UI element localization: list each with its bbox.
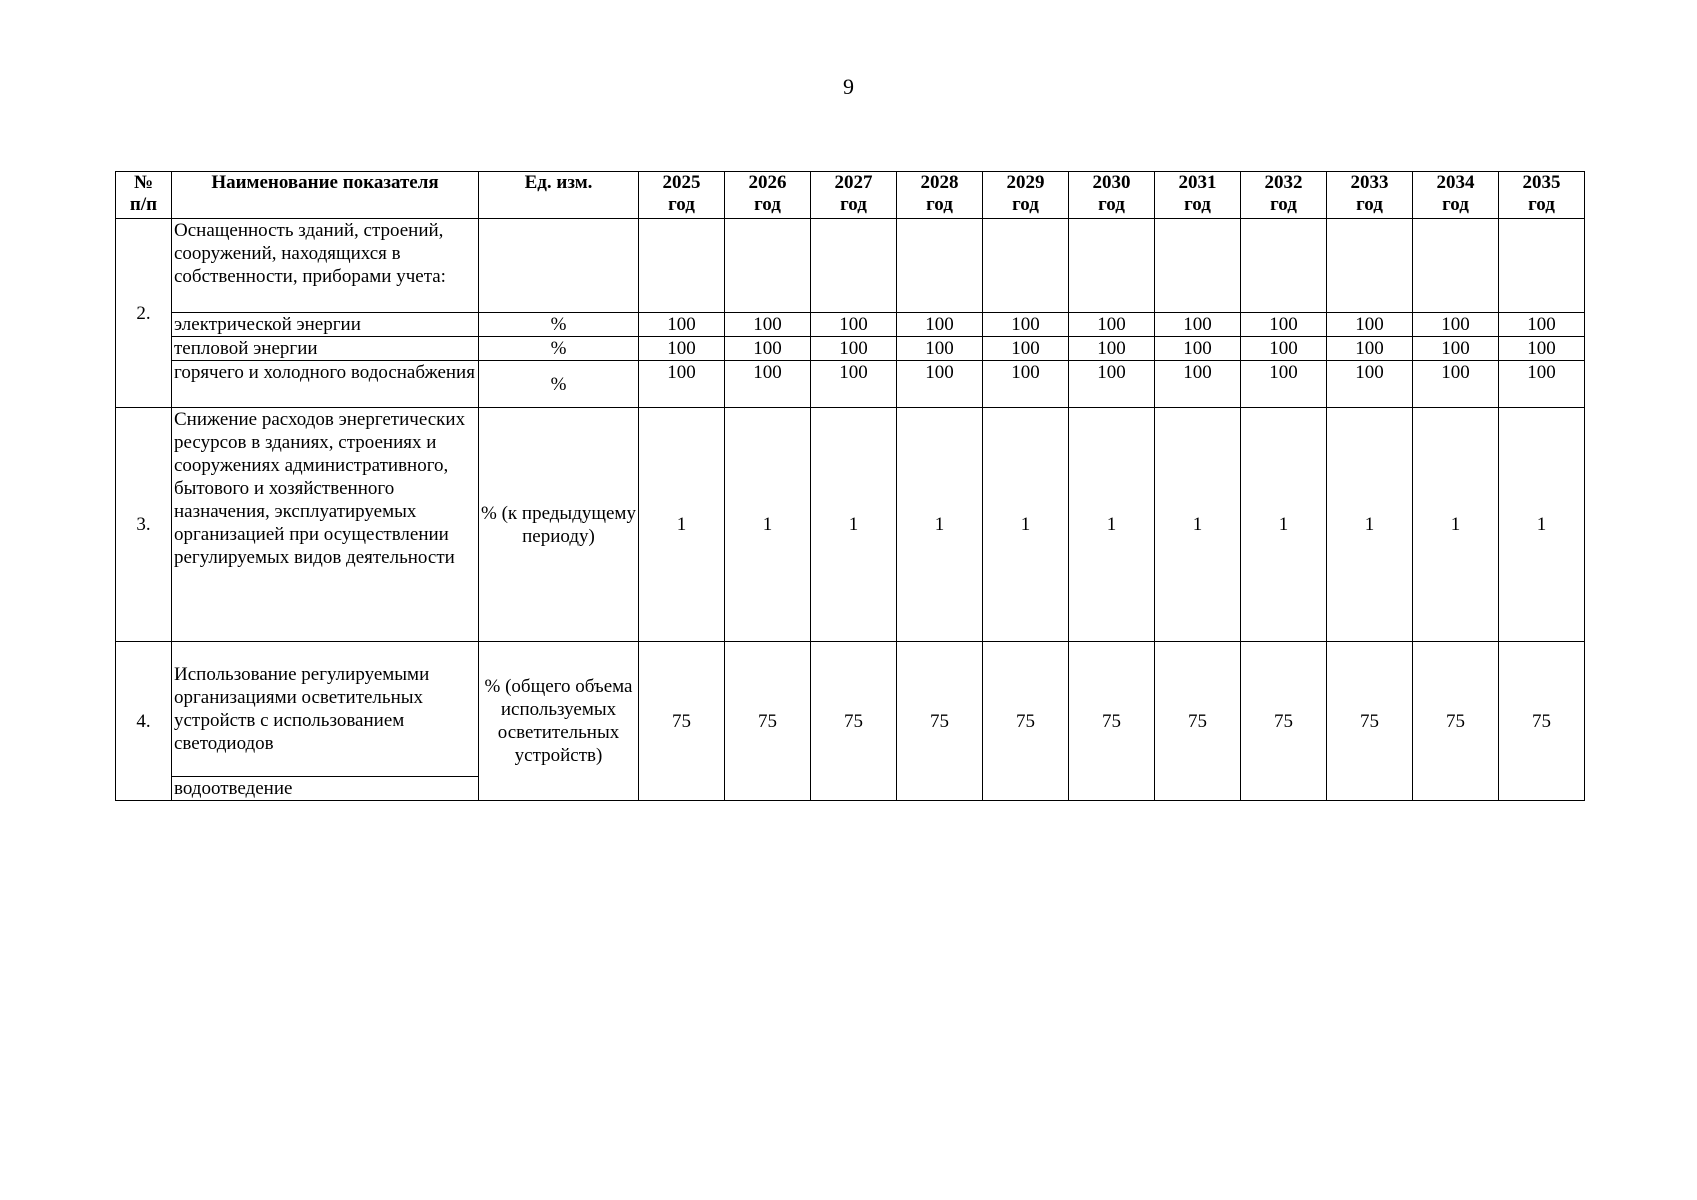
empty-cell (639, 219, 725, 313)
empty-cell (1327, 219, 1413, 313)
row-number: 3. (116, 408, 172, 642)
table-row (116, 313, 1585, 337)
value-cell: 100 (983, 313, 1069, 337)
indicator-name: тепловой энергии (172, 337, 479, 361)
value-cell: 75 (725, 642, 811, 801)
empty-cell (983, 219, 1069, 313)
value-cell: 100 (725, 361, 811, 408)
header-row (116, 172, 1585, 219)
empty-cell (1499, 219, 1585, 313)
value-cell: 75 (1413, 642, 1499, 801)
value-cell: 100 (639, 361, 725, 408)
header-unit: Ед. изм. (479, 172, 639, 219)
header-num: № п/п (116, 172, 172, 219)
value-cell: 100 (983, 337, 1069, 361)
value-cell: 75 (897, 642, 983, 801)
header-year: 2027 год (811, 172, 897, 219)
empty-cell (811, 219, 897, 313)
header-year: 2028 год (897, 172, 983, 219)
value-cell: 100 (725, 337, 811, 361)
value-cell: 100 (811, 337, 897, 361)
unit-cell: % (общего объема используемых осветительных устройств) (479, 642, 639, 801)
value-cell: 1 (983, 408, 1069, 642)
table-row (116, 408, 1585, 642)
value-cell: 100 (1327, 313, 1413, 337)
value-cell: 100 (1499, 361, 1585, 408)
value-cell: 1 (1241, 408, 1327, 642)
value-cell: 100 (1413, 337, 1499, 361)
table-row (116, 361, 1585, 408)
row-number: 4. (116, 642, 172, 801)
value-cell: 100 (639, 337, 725, 361)
value-cell: 100 (897, 361, 983, 408)
value-cell: 100 (1327, 361, 1413, 408)
value-cell: 100 (1327, 337, 1413, 361)
indicator-name: водоотведение (172, 777, 479, 801)
value-cell: 100 (1155, 337, 1241, 361)
value-cell: 1 (1155, 408, 1241, 642)
value-cell: 1 (1069, 408, 1155, 642)
table-row (116, 219, 1585, 313)
header-year: 2033 год (1327, 172, 1413, 219)
value-cell: 75 (1241, 642, 1327, 801)
value-cell: 100 (811, 313, 897, 337)
value-cell: 75 (811, 642, 897, 801)
value-cell: 75 (1069, 642, 1155, 801)
header-year: 2035 год (1499, 172, 1585, 219)
value-cell: 100 (1155, 361, 1241, 408)
value-cell: 100 (1155, 313, 1241, 337)
value-cell: 1 (811, 408, 897, 642)
value-cell: 100 (1241, 313, 1327, 337)
value-cell: 1 (897, 408, 983, 642)
value-cell: 1 (1327, 408, 1413, 642)
empty-cell (897, 219, 983, 313)
header-year: 2031 год (1155, 172, 1241, 219)
value-cell: 75 (1155, 642, 1241, 801)
unit-cell: % (479, 313, 639, 337)
value-cell: 1 (1413, 408, 1499, 642)
unit-cell: % (479, 361, 639, 408)
value-cell: 75 (639, 642, 725, 801)
header-name: Наименование показателя (172, 172, 479, 219)
table-row (116, 337, 1585, 361)
indicator-name: горячего и холодного водоснабжения (172, 361, 479, 408)
value-cell: 100 (1413, 361, 1499, 408)
header-year: 2026 год (725, 172, 811, 219)
table-row (116, 642, 1585, 777)
value-cell: 100 (897, 313, 983, 337)
value-cell: 100 (1069, 361, 1155, 408)
empty-cell (725, 219, 811, 313)
header-year: 2029 год (983, 172, 1069, 219)
value-cell: 100 (983, 361, 1069, 408)
value-cell: 100 (725, 313, 811, 337)
row-number: 2. (116, 219, 172, 408)
value-cell: 100 (1241, 361, 1327, 408)
value-cell: 75 (1327, 642, 1413, 801)
value-cell: 100 (811, 361, 897, 408)
page-number: 9 (843, 74, 854, 99)
value-cell: 100 (1499, 337, 1585, 361)
value-cell: 100 (1241, 337, 1327, 361)
empty-cell (479, 219, 639, 313)
indicator-name: Снижение расходов энергетических ресурсов в зданиях, строениях и сооружениях административного, бытового и хозяйственного назначения, эксплуатируемых организацией при осуществлении регулируемых видов деятельности (172, 408, 479, 642)
value-cell: 100 (1413, 313, 1499, 337)
header-year: 2034 год (1413, 172, 1499, 219)
value-cell: 100 (1499, 313, 1585, 337)
value-cell: 75 (983, 642, 1069, 801)
value-cell: 1 (725, 408, 811, 642)
header-year: 2030 год (1069, 172, 1155, 219)
value-cell: 100 (897, 337, 983, 361)
value-cell: 75 (1499, 642, 1585, 801)
indicators-table (115, 171, 1585, 801)
value-cell: 100 (1069, 313, 1155, 337)
indicator-name: электрической энергии (172, 313, 479, 337)
empty-cell (1413, 219, 1499, 313)
header-year: 2032 год (1241, 172, 1327, 219)
unit-cell: % (к предыдущему периоду) (479, 408, 639, 642)
value-cell: 1 (639, 408, 725, 642)
empty-cell (1155, 219, 1241, 313)
unit-cell: % (479, 337, 639, 361)
header-year: 2025 год (639, 172, 725, 219)
value-cell: 100 (1069, 337, 1155, 361)
empty-cell (1241, 219, 1327, 313)
value-cell: 1 (1499, 408, 1585, 642)
value-cell: 100 (639, 313, 725, 337)
indicator-name: Использование регулируемыми организациями осветительных устройств с использованием светодиодов (172, 642, 479, 777)
empty-cell (1069, 219, 1155, 313)
indicator-name: Оснащенность зданий, строений, сооружений, находящихся в собственности, приборами учета: (172, 219, 479, 313)
